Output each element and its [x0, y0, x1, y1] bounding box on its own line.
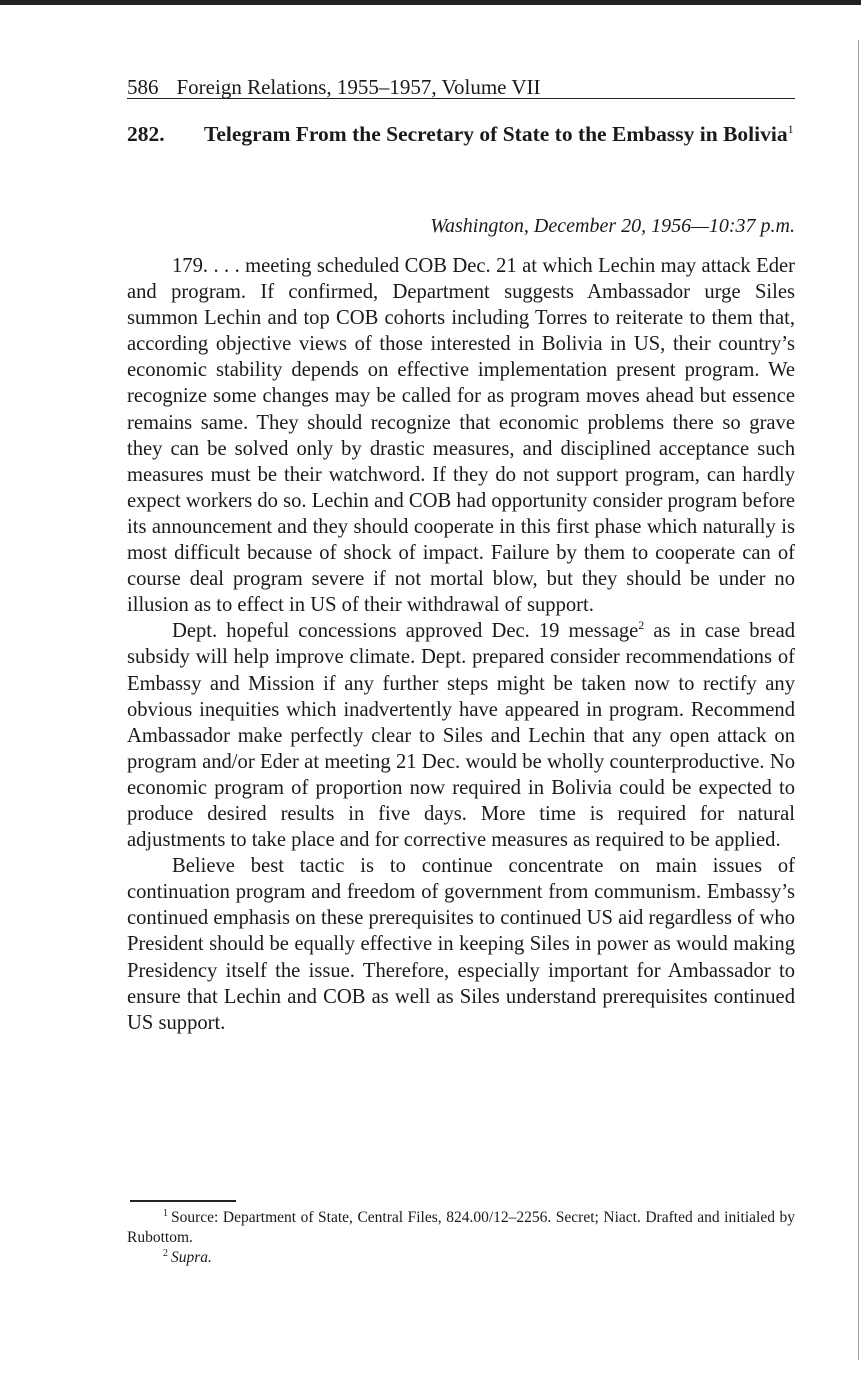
- document-number: 282.: [127, 122, 165, 146]
- paragraph-1: 179. . . . meeting scheduled COB Dec. 21 at which Lechin may attack Eder and program. If confirmed, Department suggests Ambassador urge Siles summon Lechin and top COB cohorts including Torres to reiterate to them that, according objective views of those interested in Bolivia in US, their country’s economic stability depends on effective implementation present program. We recognize some changes may be called for as program moves ahead but essence remains same. They should recognize that economic problems there so grave they can be solved only by drastic measures, and disciplined acceptance such measures must be their watchword. If they do not support program, can hardly expect workers do so. Lechin and COB had opportunity consider program before its announcement and they should cooperate in this first phase which naturally is most difficult because of shock of impact. Failure by them to cooperate can of course deal program severe if not mortal blow, but they should be under no illusion as to effect in US of their withdrawal of support.: [127, 255, 795, 617]
- footnote-2-marker: 2: [163, 1247, 168, 1259]
- footnote-2-text: Supra.: [171, 1249, 212, 1266]
- footnote-1-text: Source: Department of State, Central Files, 824.00/12–2256. Secret; Niact. Drafted and initialed by Rubottom.: [127, 1209, 795, 1246]
- footnote-ref-2: 2: [638, 618, 645, 633]
- page-number: 586: [127, 75, 159, 99]
- paragraph-2-rest: as in case bread subsidy will help improve climate. Dept. prepared consider recommendations of Embassy and Mission if any further steps might be taken now to rectify any obvious inequities which inadvertently have appeared in program. Recommend Ambassador make perfectly clear to Siles and Lechin that any open attack on program and/or Eder at meeting 21 Dec. would be wholly counterproductive. No economic program of proportion now required in Bolivia could be expected to produce desired results in five days. More time is required for natural adjustments to take place and for corrective measures as required to be applied.: [127, 620, 796, 852]
- footnote-1-marker: 1: [163, 1207, 168, 1219]
- telegram-body: [127, 253, 795, 1036]
- document-title: [204, 121, 795, 147]
- paragraph-3: Believe best tactic is to continue concentrate on main issues of continuation program and freedom of government from communism. Embassy’s continued emphasis on these prerequisites to continued US aid regardless of who President should be equally effective in keeping Siles in power as would making Presidency itself the issue. Therefore, especially important for Ambassador to ensure that Lechin and COB as well as Siles understand prerequisites continued US support.: [127, 855, 795, 1034]
- paragraph-2: [127, 618, 795, 853]
- footnotes: [127, 1208, 795, 1268]
- footnote-ref-1: 1: [787, 121, 794, 136]
- document-title-text: Telegram From the Secretary of State to the Embassy in Bolivia: [204, 122, 788, 146]
- top-border: [0, 0, 861, 5]
- dateline: Washington, December 20, 1956—10:37 p.m.: [430, 215, 795, 237]
- document-heading: [127, 121, 795, 147]
- series-title: Foreign Relations, 1955–1957, Volume VII: [176, 75, 541, 99]
- footnote-2: [127, 1248, 795, 1268]
- running-head: [127, 74, 795, 99]
- footnote-rule: [130, 1200, 236, 1202]
- footnote-1: [127, 1208, 795, 1248]
- paragraph-2-start: Dept. hopeful concessions approved Dec. 19 message: [172, 620, 639, 643]
- page-edge: [858, 40, 859, 1360]
